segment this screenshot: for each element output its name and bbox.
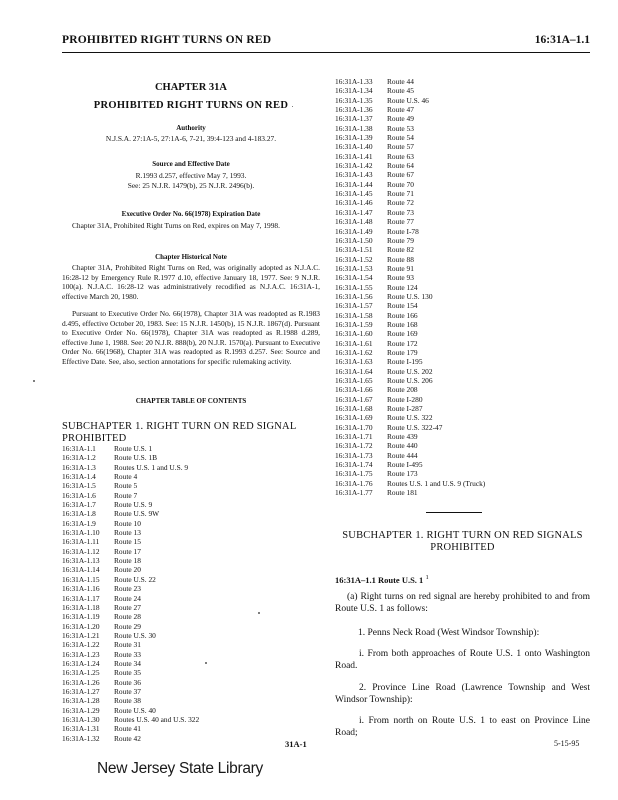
toc-entry-section: 16:31A-1.56: [335, 291, 373, 301]
toc-entry-route: Route U.S. 322-47: [387, 422, 443, 432]
toc-entry-section: 16:31A-1.55: [335, 282, 373, 292]
toc-entry-route: Route U.S. 322: [387, 413, 433, 423]
toc-entry-section: 16:31A-1.30: [62, 714, 100, 724]
toc-entry-section: 16:31A-1.11: [62, 537, 100, 547]
toc-entry-section: 16:31A-1.37: [335, 114, 373, 124]
toc-entry: [62, 696, 320, 705]
toc-entry-section: 16:31A-1.47: [335, 207, 373, 217]
toc-entry: [62, 509, 320, 518]
toc-entry-section: 16:31A-1.21: [62, 630, 100, 640]
toc-entry-section: 16:31A-1.5: [62, 481, 96, 491]
toc-entry-route: Route 27: [114, 602, 141, 612]
scan-speck: [205, 662, 207, 664]
toc-entry-section: 16:31A-1.42: [335, 161, 373, 171]
toc-entry: [335, 170, 590, 179]
toc-entry-section: 16:31A-1.44: [335, 179, 373, 189]
toc-entry: [62, 734, 320, 743]
toc-entry-route: Route 38: [114, 696, 141, 706]
toc-entry-section: 16:31A-1.66: [335, 385, 373, 395]
toc-heading: CHAPTER TABLE OF CONTENTS: [135, 397, 247, 405]
toc-entry: [62, 519, 320, 528]
toc-entry-route: Route 35: [114, 668, 141, 678]
toc-entry-route: Route 33: [114, 649, 141, 659]
toc-entry-route: Route U.S. 202: [387, 366, 433, 376]
toc-entry-route: Route 172: [387, 338, 418, 348]
subchapter-title: SUBCHAPTER 1. RIGHT TURN ON RED SIGNALS PROHIBITED: [342, 530, 583, 553]
toc-entry-route: Route I-280: [387, 394, 423, 404]
toc-entry: [335, 460, 590, 469]
toc-entry-section: 16:31A-1.73: [335, 450, 373, 460]
toc-entry: [335, 479, 590, 488]
toc-entry-section: 16:31A-1.58: [335, 310, 373, 320]
toc-entry-section: 16:31A-1.72: [335, 441, 373, 451]
running-title: PROHIBITED RIGHT TURNS ON RED: [62, 34, 272, 46]
toc-entry-section: 16:31A-1.54: [335, 273, 373, 283]
toc-entry: [335, 264, 590, 273]
expiration-heading: Executive Order No. 66(1978) Expiration Date: [121, 210, 261, 218]
footnote-mark: 1: [425, 574, 429, 581]
toc-entry: [335, 348, 590, 357]
toc-entry-section: 16:31A-1.14: [62, 565, 100, 575]
toc-entry-route: Route 439: [387, 432, 418, 442]
scan-speck: [33, 380, 35, 382]
toc-entry-route: Route 4: [114, 472, 138, 482]
toc-entry: [62, 640, 320, 649]
item-1-i: i. From both approaches of Route U.S. 1 onto Washington Road.: [335, 649, 590, 671]
toc-entry-section: 16:31A-1.2: [62, 453, 96, 463]
toc-entry: [335, 404, 590, 413]
toc-entry-section: 16:31A-1.6: [62, 490, 96, 500]
toc-entry-route: Route 42: [114, 733, 141, 743]
toc-entry: [335, 451, 590, 460]
toc-entry-route: Route I-287: [387, 404, 423, 414]
toc-entry-route: Route U.S. 1: [114, 444, 153, 453]
toc-entry: [335, 413, 590, 422]
toc-entry-route: Route 208: [387, 385, 418, 395]
toc-entry-section: 16:31A-1.50: [335, 235, 373, 245]
toc-entry-route: Route 34: [114, 658, 141, 668]
toc-entry-route: Route 20: [114, 565, 141, 575]
toc-entry-route: Route 173: [387, 469, 418, 479]
toc-entry-route: Route U.S. 1B: [114, 453, 158, 463]
toc-entry-section: 16:31A-1.76: [335, 478, 373, 488]
toc-entry: [335, 423, 590, 432]
toc-entry: [62, 575, 320, 584]
chapter-number: CHAPTER 31A: [154, 82, 228, 93]
toc-entry: [335, 357, 590, 366]
toc-entry-route: Routes U.S. 40 and U.S. 322: [114, 714, 200, 724]
toc-entry-route: Routes U.S. 1 and U.S. 9 (Truck): [387, 478, 486, 488]
toc-list-left: [62, 444, 320, 743]
toc-entry: [335, 142, 590, 151]
page-number: 31A-1: [285, 739, 307, 749]
toc-entry-section: 16:31A-1.9: [62, 518, 96, 528]
running-section-ref: 16:31A–1.1: [534, 34, 590, 46]
toc-entry-route: Route 168: [387, 319, 418, 329]
toc-entry-route: Route 29: [114, 621, 141, 631]
toc-entry-route: Routes U.S. 1 and U.S. 9: [114, 462, 189, 472]
toc-entry-section: 16:31A-1.8: [62, 509, 96, 519]
source-line-2: See: 25 N.J.R. 1479(b), 25 N.J.R. 2496(b).: [127, 181, 255, 190]
expiration-text: Chapter 31A, Prohibited Right Turns on Red, expires on May 7, 1998.: [72, 221, 280, 230]
source-line-1: R.1993 d.257, effective May 7, 1993.: [135, 171, 247, 180]
toc-entry: [335, 339, 590, 348]
toc-entry-section: 16:31A-1.13: [62, 556, 100, 566]
toc-entry-section: 16:31A-1.57: [335, 301, 373, 311]
toc-entry-section: 16:31A-1.52: [335, 254, 373, 264]
toc-entry-route: Route 181: [387, 488, 418, 498]
toc-entry-route: Route 44: [387, 77, 414, 86]
toc-entry-section: 16:31A-1.29: [62, 705, 100, 715]
scan-speck: [258, 612, 260, 614]
toc-entry: [335, 198, 590, 207]
history-heading: Chapter Historical Note: [155, 253, 227, 261]
toc-entry-section: 16:31A-1.49: [335, 226, 373, 236]
toc-entry-route: Route 41: [114, 724, 141, 734]
toc-entry-route: Route 23: [114, 584, 141, 594]
toc-entry-section: 16:31A-1.61: [335, 338, 373, 348]
toc-entry: [62, 622, 320, 631]
toc-entry-section: 16:31A-1.46: [335, 198, 373, 208]
section-heading-text: 16:31A–1.1 Route U.S. 1: [335, 574, 424, 585]
toc-entry: [335, 133, 590, 142]
toc-entry-section: 16:31A-1.15: [62, 574, 100, 584]
scan-speck: [292, 106, 293, 107]
toc-entry: [335, 96, 590, 105]
toc-entry: [62, 678, 320, 687]
toc-entry-section: 16:31A-1.24: [62, 658, 100, 668]
toc-entry: [62, 668, 320, 677]
toc-entry: [62, 612, 320, 621]
toc-entry-section: 16:31A-1.39: [335, 133, 373, 143]
toc-entry-section: 16:31A-1.32: [62, 733, 100, 743]
toc-entry-route: Route 166: [387, 310, 418, 320]
toc-entry-section: 16:31A-1.31: [62, 724, 100, 734]
toc-entry-section: 16:31A-1.67: [335, 394, 373, 404]
toc-entry-route: Route U.S. 30: [114, 630, 156, 640]
toc-entry: [62, 528, 320, 537]
toc-entry-route: Route U.S. 9W: [114, 509, 160, 519]
toc-entry-route: Route 15: [114, 537, 141, 547]
toc-entry-route: Route 57: [387, 142, 414, 152]
toc-entry-section: 16:31A-1.43: [335, 170, 373, 180]
item-2: 2. Province Line Road (Lawrence Township and West Windsor Township):: [335, 683, 590, 705]
toc-entry: [62, 631, 320, 640]
toc-entry: [335, 124, 590, 133]
history-paragraph-1: Chapter 31A, Prohibited Right Turns on Red, was originally adopted as N.J.A.C. 16:28-12 by Emergency Rule R.1977 d.10, effective January 18, 1977. See: 9 N.J.R. 100(a). N.J.A.C. 16:28-12 was administratively recodified as N.J.A.C. 16:31A-1, effective March 20, 1980.: [62, 263, 320, 301]
toc-entry-route: Route 179: [387, 347, 418, 357]
toc-entry-section: 16:31A-1.69: [335, 413, 373, 423]
toc-entry-route: Route U.S. 40: [114, 705, 156, 715]
toc-entry-route: Route 53: [387, 123, 414, 133]
toc-entry: [335, 114, 590, 123]
toc-entry-section: 16:31A-1.28: [62, 696, 100, 706]
toc-entry: [62, 584, 320, 593]
toc-list-right: [335, 77, 590, 497]
toc-entry-route: Route 5: [114, 481, 138, 491]
toc-entry-route: Route U.S. 206: [387, 376, 433, 385]
toc-entry-section: 16:31A-1.75: [335, 469, 373, 479]
toc-entry-route: Route 91: [387, 263, 414, 273]
toc-entry-section: 16:31A-1.26: [62, 677, 100, 687]
toc-entry-route: Route 70: [387, 179, 414, 189]
toc-entry-section: 16:31A-1.1: [62, 444, 96, 453]
toc-entry-section: 16:31A-1.22: [62, 640, 100, 650]
toc-entry-section: 16:31A-1.33: [335, 77, 373, 86]
toc-entry-route: Route 82: [387, 245, 414, 255]
item-2-i: i. From north on Route U.S. 1 to east on Province Line Road;: [335, 716, 590, 738]
toc-entry-route: Route U.S. 130: [387, 291, 433, 301]
toc-entry-route: Route 440: [387, 441, 418, 451]
toc-entry-section: 16:31A-1.34: [335, 86, 373, 96]
toc-entry-route: Route 124: [387, 282, 418, 292]
source-heading: Source and Effective Date: [152, 160, 230, 168]
toc-entry-route: Route 54: [387, 133, 414, 143]
toc-entry: [335, 217, 590, 226]
toc-entry-section: 16:31A-1.51: [335, 245, 373, 255]
toc-entry-section: 16:31A-1.25: [62, 668, 100, 678]
toc-entry: [335, 273, 590, 282]
toc-entry-route: Route 79: [387, 235, 414, 245]
toc-entry: [335, 395, 590, 404]
toc-entry: [62, 547, 320, 556]
toc-entry-route: Route 154: [387, 301, 418, 311]
toc-entry: [62, 444, 320, 453]
toc-entry: [62, 603, 320, 612]
toc-entry: [335, 292, 590, 301]
toc-entry: [335, 320, 590, 329]
toc-entry: [62, 724, 320, 733]
history-paragraph-2: Pursuant to Executive Order No. 66(1978), Chapter 31A was readopted as R.1983 d.495, effective October 20, 1983. See: 15 N.J.R. 1450(b), 15 N.J.R. 1867(d). Pursuant to Executive Order No. 66(1978), Chapter 31A was readopted as R.1988 d.289, effective June 1, 1988. See: 20 N.J.R. 888(b), 20 N.J.R. 1570(a). Pursuant to Executive Order No. 66(1968), Chapter 31A was readopted as R.1993 d.257. See: Source and Effective Date. See, also, section annotations for specific rulemaking activity.: [62, 309, 320, 366]
toc-entry-route: Route 13: [114, 528, 141, 538]
toc-entry: [335, 488, 590, 497]
authority-text: N.J.S.A. 27:1A-5, 27:1A-6, 7-21, 39:4-123 and 4-183.27.: [105, 134, 277, 143]
toc-entry-route: Route I-195: [387, 357, 423, 367]
toc-entry-section: 16:31A-1.71: [335, 432, 373, 442]
toc-entry: [335, 152, 590, 161]
toc-entry-section: 16:31A-1.35: [335, 95, 373, 105]
toc-entry: [335, 376, 590, 385]
toc-entry-section: 16:31A-1.36: [335, 105, 373, 115]
toc-entry: [335, 367, 590, 376]
toc-entry-route: Route 37: [114, 686, 141, 696]
toc-entry-route: Route I-78: [387, 226, 419, 236]
toc-entry: [335, 432, 590, 441]
toc-entry-route: Route 49: [387, 114, 414, 124]
toc-entry: [62, 537, 320, 546]
toc-entry-route: Route 28: [114, 612, 141, 622]
toc-entry-route: Route I-495: [387, 460, 423, 470]
toc-entry-route: Route 10: [114, 518, 141, 528]
section-divider: [426, 512, 482, 513]
toc-entry-route: Route 31: [114, 640, 141, 650]
toc-entry-route: Route 45: [387, 86, 414, 96]
toc-entry-section: 16:31A-1.41: [335, 151, 373, 161]
toc-entry-section: 16:31A-1.60: [335, 329, 373, 339]
toc-entry-section: 16:31A-1.62: [335, 347, 373, 357]
toc-entry: [62, 453, 320, 462]
toc-entry: [335, 161, 590, 170]
toc-entry: [335, 385, 590, 394]
toc-entry-section: 16:31A-1.23: [62, 649, 100, 659]
toc-entry-route: Route 77: [387, 217, 414, 227]
toc-entry: [62, 463, 320, 472]
toc-entry: [335, 441, 590, 450]
toc-entry: [335, 236, 590, 245]
toc-entry-route: Route 64: [387, 161, 414, 171]
page-date: 5-15-95: [554, 739, 580, 748]
item-1: 1. Penns Neck Road (West Windsor Township):: [358, 628, 540, 638]
toc-entry-section: 16:31A-1.48: [335, 217, 373, 227]
toc-entry: [335, 180, 590, 189]
toc-entry: [62, 687, 320, 696]
toc-entry: [335, 283, 590, 292]
toc-entry-section: 16:31A-1.4: [62, 472, 96, 482]
toc-entry-route: Route 444: [387, 450, 418, 460]
toc-entry-section: 16:31A-1.17: [62, 593, 100, 603]
toc-entry-section: 16:31A-1.64: [335, 366, 373, 376]
chapter-title: PROHIBITED RIGHT TURNS ON RED: [93, 100, 289, 111]
toc-entry-section: 16:31A-1.53: [335, 263, 373, 273]
library-stamp: New Jersey State Library: [97, 760, 263, 777]
toc-entry-route: Route 169: [387, 329, 418, 339]
toc-entry-section: 16:31A-1.19: [62, 612, 100, 622]
toc-entry-section: 16:31A-1.63: [335, 357, 373, 367]
toc-entry-section: 16:31A-1.18: [62, 602, 100, 612]
toc-entry: [62, 565, 320, 574]
toc-entry-section: 16:31A-1.10: [62, 528, 100, 538]
toc-entry: [62, 650, 320, 659]
toc-entry-section: 16:31A-1.12: [62, 546, 100, 556]
toc-entry: [62, 472, 320, 481]
toc-entry-route: Route 36: [114, 677, 141, 687]
toc-entry: [62, 659, 320, 668]
toc-entry: [335, 77, 590, 86]
toc-entry-section: 16:31A-1.27: [62, 686, 100, 696]
toc-entry-section: 16:31A-1.38: [335, 123, 373, 133]
toc-entry: [62, 556, 320, 565]
toc-entry: [335, 301, 590, 310]
toc-entry-route: Route 7: [114, 490, 138, 500]
toc-entry-route: Route 67: [387, 170, 414, 180]
toc-entry-section: 16:31A-1.59: [335, 319, 373, 329]
section-heading: [335, 574, 590, 585]
toc-entry-route: Route 47: [387, 105, 414, 115]
toc-entry-route: Route 24: [114, 593, 141, 603]
toc-entry-section: 16:31A-1.7: [62, 500, 96, 510]
toc-entry: [62, 491, 320, 500]
toc-entry-route: Route 17: [114, 546, 141, 556]
toc-entry-section: 16:31A-1.3: [62, 462, 96, 472]
toc-entry-section: 16:31A-1.20: [62, 621, 100, 631]
toc-entry: [62, 500, 320, 509]
toc-entry: [335, 255, 590, 264]
toc-entry-route: Route 71: [387, 189, 414, 199]
toc-entry-section: 16:31A-1.77: [335, 488, 373, 498]
toc-entry: [335, 208, 590, 217]
authority-heading: Authority: [176, 124, 206, 132]
toc-entry-route: Route 63: [387, 151, 414, 161]
toc-entry-route: Route 73: [387, 207, 414, 217]
toc-entry: [335, 311, 590, 320]
toc-entry: [335, 469, 590, 478]
toc-entry: [62, 594, 320, 603]
toc-entry-section: 16:31A-1.40: [335, 142, 373, 152]
toc-entry-route: Route U.S. 22: [114, 574, 156, 584]
toc-entry: [335, 227, 590, 236]
toc-subchapter-title: SUBCHAPTER 1. RIGHT TURN ON RED SIGNAL PROHIBITED: [62, 421, 297, 444]
toc-entry-route: Route 93: [387, 273, 414, 283]
toc-entry-section: 16:31A-1.65: [335, 376, 373, 385]
toc-entry: [335, 105, 590, 114]
toc-entry-route: Route U.S. 46: [387, 95, 429, 105]
toc-entry: [335, 86, 590, 95]
toc-entry: [62, 706, 320, 715]
toc-entry-route: Route 72: [387, 198, 414, 208]
toc-entry-route: Route 88: [387, 254, 414, 264]
toc-entry-section: 16:31A-1.74: [335, 460, 373, 470]
toc-entry: [62, 715, 320, 724]
toc-entry: [335, 245, 590, 254]
toc-entry: [62, 481, 320, 490]
running-header: [62, 34, 590, 53]
toc-entry-section: 16:31A-1.70: [335, 422, 373, 432]
paragraph-a: (a) Right turns on red signal are hereby prohibited to and from Route U.S. 1 as follows:: [335, 592, 590, 614]
toc-entry-section: 16:31A-1.68: [335, 404, 373, 414]
toc-entry-route: Route 18: [114, 556, 141, 566]
toc-entry-section: 16:31A-1.45: [335, 189, 373, 199]
toc-entry-route: Route U.S. 9: [114, 500, 153, 510]
toc-entry-section: 16:31A-1.16: [62, 584, 100, 594]
toc-entry: [335, 329, 590, 338]
toc-entry: [335, 189, 590, 198]
